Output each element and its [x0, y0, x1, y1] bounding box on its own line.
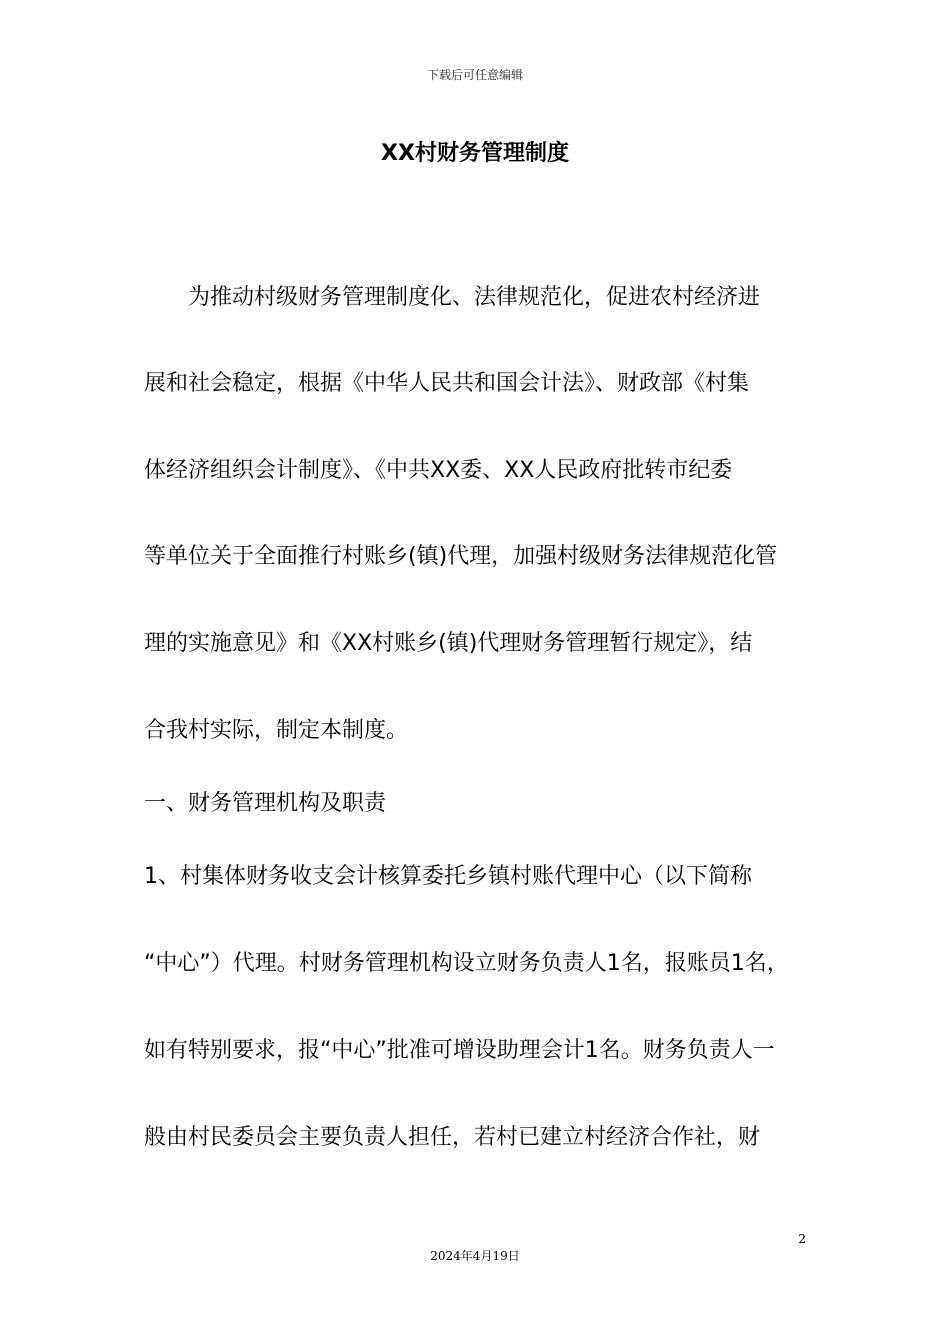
body-line-1: 为推动村级财务管理制度化、法律规范化，促进农村经济进 — [188, 285, 761, 310]
body-line-5: 理的实施意见》和《XX村账乡(镇)代理财务管理暂行规定》，结 — [144, 631, 753, 656]
body-line-2: 展和社会稳定，根据《中华人民共和国会计法》、财政部《村集 — [144, 371, 750, 396]
header-note: 下载后可任意编辑 — [426, 68, 523, 82]
body-line-4: 等单位关于全面推行村账乡(镇)代理，加强村级财务法律规范化管 — [144, 544, 778, 569]
section-heading: 一、财务管理机构及职责 — [144, 791, 387, 816]
body-line-8: 1、村集体财务收支会计核算委托乡镇村账代理中心（以下简称 — [144, 864, 752, 889]
footer-date: 2024年4月19日 — [430, 1249, 520, 1263]
body-line-9: “中心”）代理。村财务管理机构设立财务负责人1名，报账员1名， — [144, 951, 789, 976]
document-title: XX村财务管理制度 — [381, 141, 569, 166]
body-line-10: 如有特别要求，报“中心”批准可增设助理会计1名。财务负责人一 — [144, 1038, 775, 1063]
body-line-11: 般由村民委员会主要负责人担任，若村已建立村经济合作社，财 — [144, 1125, 761, 1150]
page-number: 2 — [798, 1232, 806, 1246]
body-line-6: 合我村实际，制定本制度。 — [144, 718, 409, 743]
body-line-3: 体经济组织会计制度》、《中共XX委、XX人民政府批转市纪委 — [144, 458, 733, 483]
